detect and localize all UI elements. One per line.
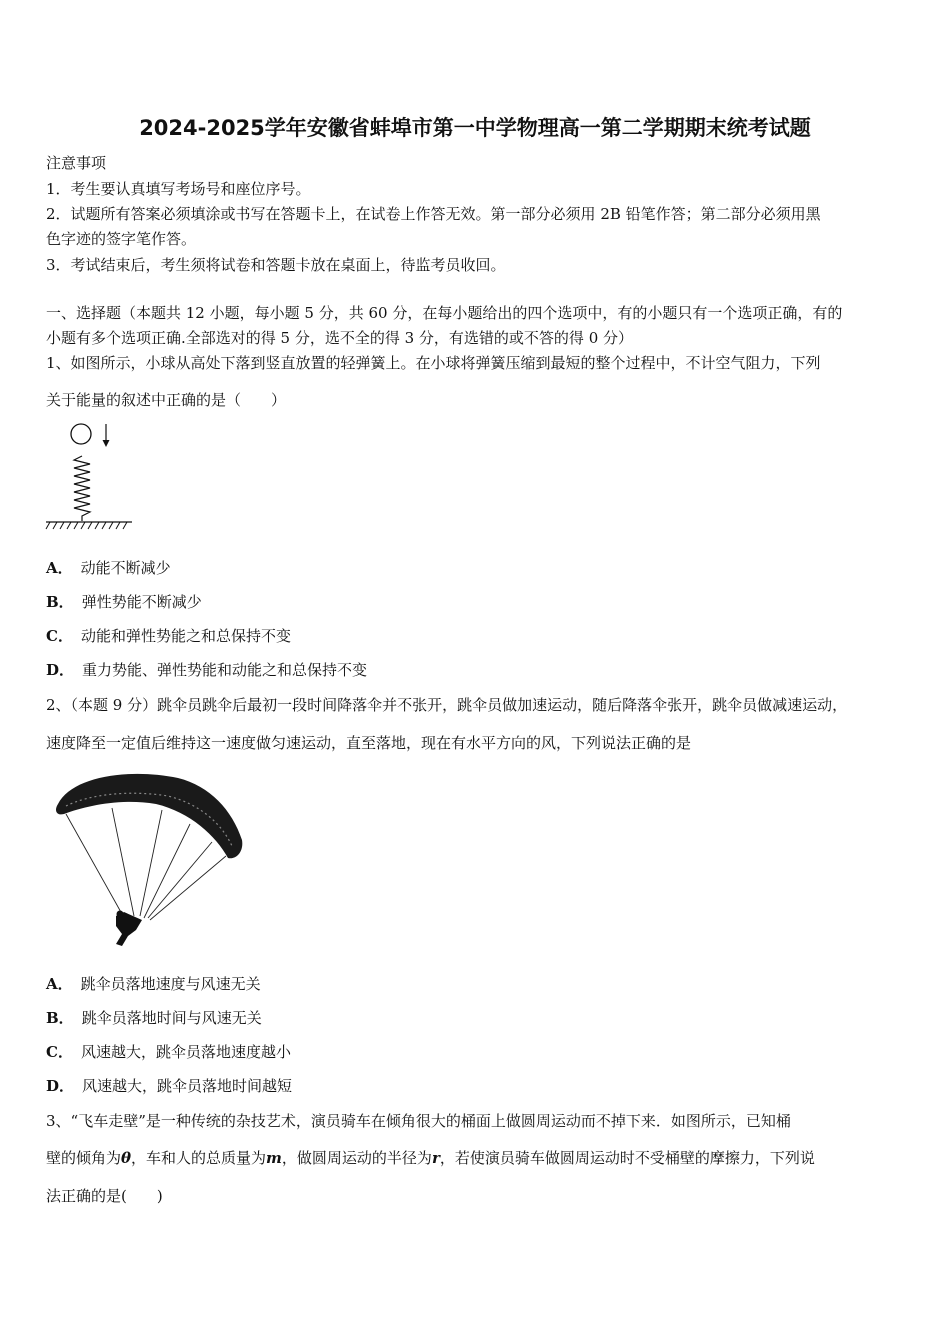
q2-option-b: B． 跳伞员落地时间与风速无关	[46, 1009, 262, 1027]
notice-item-2: 2．试题所有答案必须填涂或书写在答题卡上，在试卷上作答无效。第一部分必须用 2B 铅笔作答；第二部分必须用黑	[46, 205, 821, 223]
parachute-figure	[50, 766, 250, 948]
notice-item-1: 1．考生要认真填写考场号和座位序号。	[46, 180, 311, 198]
notice-heading: 注意事项	[46, 154, 107, 172]
section-heading-cont: 小题有多个选项正确.全部选对的得 5 分，选不全的得 3 分，有选错的或不答的得 0 分）	[46, 329, 634, 347]
q2-stem-line2: 速度降至一定值后维持这一速度做匀速运动，直至落地，现在有水平方向的风，下列说法正确的是	[46, 734, 692, 752]
q3-stem-line2: 壁的倾角为θ，车和人的总质量为m，做圆周运动的半径为r，若使演员骑车做圆周运动时不受桶壁的摩擦力，下列说	[46, 1149, 815, 1167]
section-heading: 一、选择题（本题共 12 小题，每小题 5 分，共 60 分，在每小题给出的四个选项中，有的小题只有一个选项正确，有的	[46, 304, 843, 322]
q2-option-c: C． 风速越大，跳伞员落地速度越小	[46, 1043, 291, 1061]
mass-symbol: m	[266, 1149, 282, 1167]
q1-option-c: C． 动能和弹性势能之和总保持不变	[46, 627, 291, 645]
q1-option-d: D． 重力势能、弹性势能和动能之和总保持不变	[46, 661, 368, 679]
q1-stem-line1: 1、如图所示，小球从高处下落到竖直放置的轻弹簧上。在小球将弹簧压缩到最短的整个过程中，不计空气阻力，下列	[46, 354, 821, 372]
q1-option-b: B． 弹性势能不断减少	[46, 593, 202, 611]
ball-spring-figure	[44, 420, 136, 532]
q2-option-a: A． 跳伞员落地速度与风速无关	[46, 975, 261, 993]
notice-item-3: 3．考试结束后，考生须将试卷和答题卡放在桌面上，待监考员收回。	[46, 256, 506, 274]
q1-option-a: A． 动能不断减少	[46, 559, 171, 577]
q1-stem-line2: 关于能量的叙述中正确的是（ ）	[46, 391, 287, 409]
page-title: 2024-2025学年安徽省蚌埠市第一中学物理高一第二学期期末统考试题	[139, 116, 811, 140]
theta-symbol: θ	[121, 1149, 132, 1167]
q2-stem-line1: 2、（本题 9 分）跳伞员跳伞后最初一段时间降落伞并不张开，跳伞员做加速运动，随后降落伞张开，跳伞员做减速运动，	[46, 696, 848, 714]
q2-option-d: D． 风速越大，跳伞员落地时间越短	[46, 1077, 293, 1095]
radius-symbol: r	[431, 1149, 440, 1167]
q3-stem-line1: 3、“飞车走壁”是一种传统的杂技艺术，演员骑车在倾角很大的桶面上做圆周运动而不掉下来．如图所示，已知桶	[46, 1112, 791, 1130]
notice-item-2-cont: 色字迹的签字笔作答。	[46, 230, 197, 248]
q3-stem-line3: 法正确的是( )	[46, 1187, 163, 1205]
